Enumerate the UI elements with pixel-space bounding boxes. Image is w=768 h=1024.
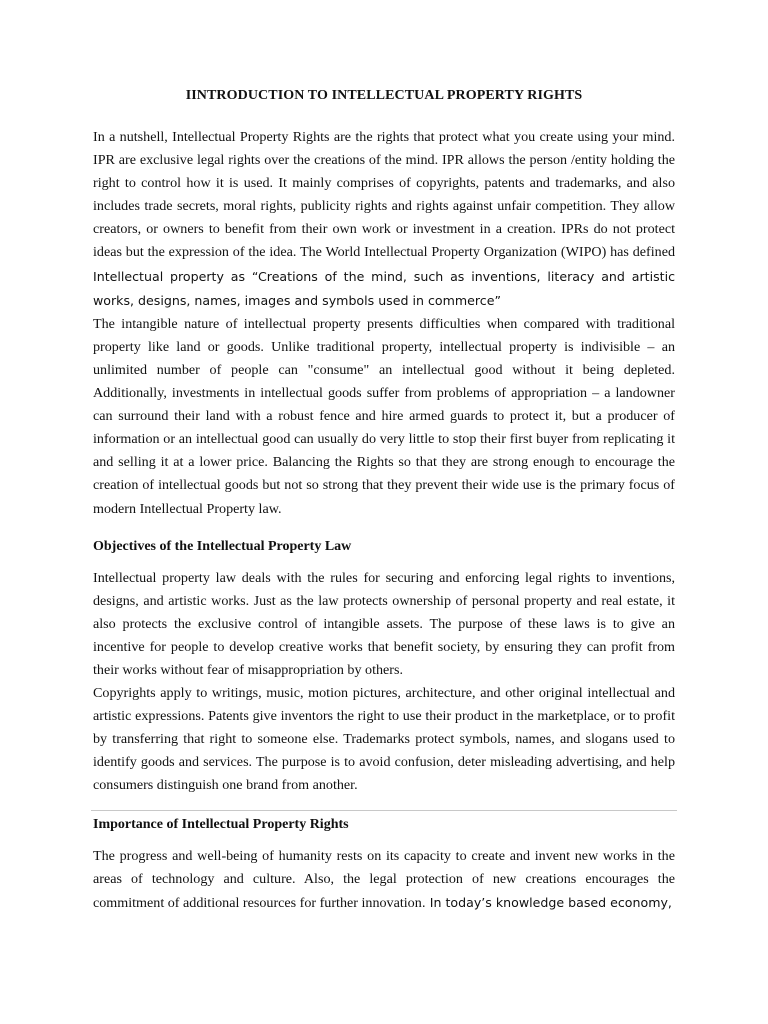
objectives-heading: Objectives of the Intellectual Property Law [93,538,352,554]
document-body [93,86,675,915]
wipo-definition-quote: Intellectual property as “Creations of the mind, such as inventions, literacy and artistic works, designs, names, images and symbols used in commerce” [93,268,675,308]
intro-paragraph [93,126,675,313]
importance-text-tail: . In today’s knowledge based economy, [421,894,672,910]
section-divider [91,810,677,811]
document-title: IINTRODUCTION TO INTELLECTUAL PROPERTY RIGHTS [185,88,583,103]
intro-text: In a nutshell, Intellectual Property Rights are the rights that protect what you create using your mind. IPR are exclusive legal rights over the creations of the mind. IPR allows the person /entity holding the right to control how it is used. It mainly comprises of copyrights, patents and trademarks, and also includes trade secrets, moral rights, publicity rights and rights against unfair competition. They allow creators, or owners to benefit from their own work or investment in a creation. IPRs do not protect ideas but the expression of the idea. The World Intellectual Property Organization (WIPO) has defined [93,129,675,261]
objectives-paragraph-2: Copyrights apply to writings, music, motion pictures, architecture, and other original intellectual and artistic expressions. Patents give inventors the right to use their product in the marketplace, or to profit by transferring that right to someone else. Trademarks protect symbols, names, and slogans used to identify goods and services. The purpose is to avoid confusion, deter misleading advertising, and help consumers distinguish one brand from another. [93,685,675,794]
importance-text: The progress and well-being of humanity rests on its capacity to create and invent new works in the areas of technology and culture. Also, the legal protection of new creations encourages the commitment of additional resources for further innovation [93,847,675,911]
importance-heading: Importance of Intellectual Property Rights [93,816,349,832]
objectives-paragraph-1: Intellectual property law deals with the rules for securing and enforcing legal rights to inventions, designs, and artistic works. Just as the law protects ownership of personal property and real estate, it also protects the exclusive control of intangible assets. The purpose of these laws is to give an incentive for people to develop creative works that benefit society, by ensuring they can profit from their works without fear of misappropriation by others. [93,569,675,678]
intangible-nature-paragraph: The intangible nature of intellectual property presents difficulties when compared with traditional property like land or goods. Unlike traditional property, intellectual property is indivisible – an unlimited number of people can "consume" an intellectual good without it being depleted. Additionally, investments in intellectual goods suffer from problems of appropriation – a landowner can surround their land with a robust fence and hire armed guards to protect it, but a producer of information or an intellectual good can usually do very little to stop their first buyer from replicating it and selling it at a lower price. Balancing the Rights so that they are strong enough to encourage the creation of intellectual goods but not so strong that they prevent their wide use is the primary focus of modern Intellectual Property law. [93,315,675,517]
importance-paragraph [93,845,675,915]
